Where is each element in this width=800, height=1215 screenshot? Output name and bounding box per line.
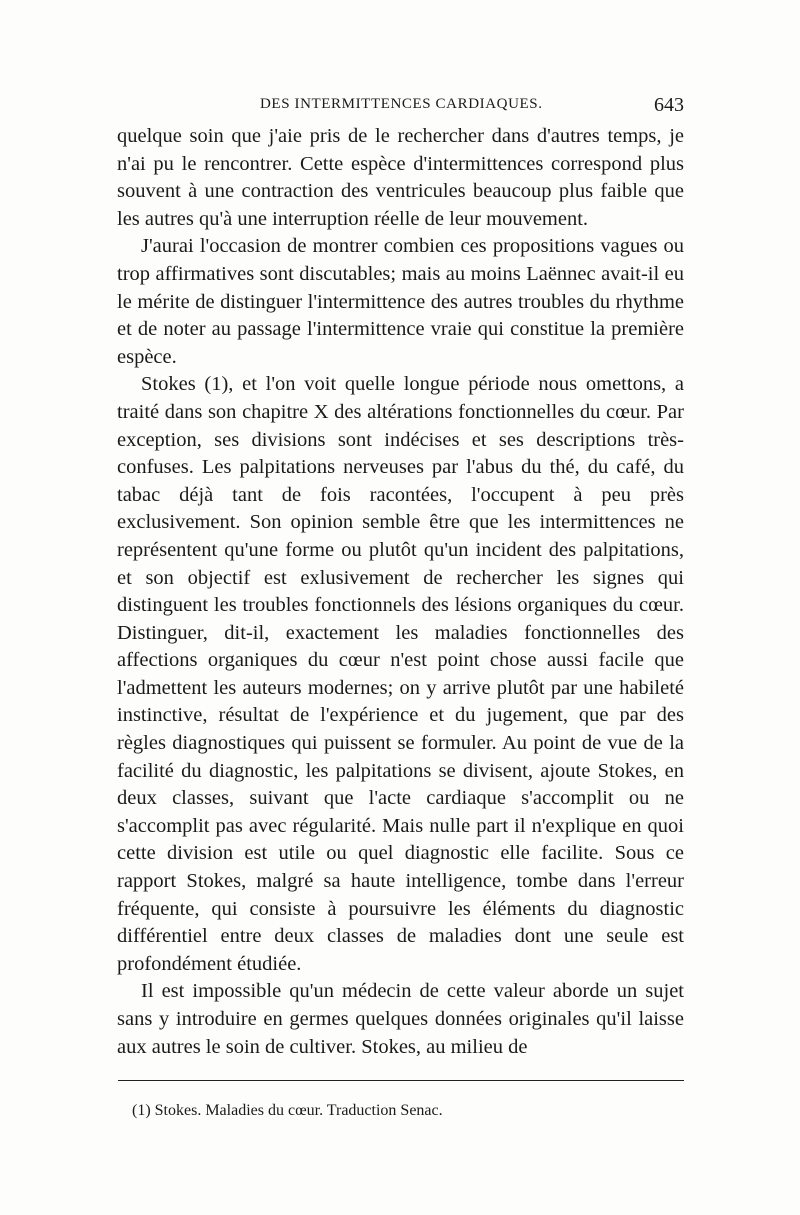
page-number: 643	[654, 94, 684, 116]
footnote-divider	[118, 1080, 684, 1081]
running-head	[118, 94, 684, 118]
paragraph-final: Il est impossible qu'un médecin de cette valeur aborde un sujet sans y introduire en germes quelques données originales qu'il laisse aux autres le soin de cultiver. Stokes, au milieu de	[117, 980, 684, 1058]
paragraph-stokes: Stokes (1), et l'on voit quelle longue période nous omettons, a traité dans son chapitre X des altérations fonctionnelles du cœur. Par exception, ses divisions sont indécises et ses descriptions très-confuses. Les palpitations nerveuses par l'abus du thé, du café, du tabac déjà tant de fois racontées, l'occupent à peu près exclusivement. Son opinion semble être que les intermittences ne représentent qu'une forme ou plutôt qu'un incident des palpitations, et son objectif est exlusivement de rechercher les signes qui distinguent les troubles fonctionnels des lésions organiques du cœur. Distinguer, dit-il, exactement les maladies fonctionnelles des affections organiques du cœur n'est point chose aussi facile que l'admettent les auteurs modernes; on y arrive plutôt par une habileté instinctive, résultat de l'expérience et du jugement, que par des règles diagnostiques qui puissent se formuler. Au point de vue de la facilité du diagnostic, les palpitations se divisent, ajoute Stokes, en deux classes, suivant que l'acte cardiaque s'accomplit ou ne s'accomplit pas avec régularité. Mais nulle part il n'explique en quoi cette division est utile ou quel diagnostic elle facilite. Sous ce rapport Stokes, malgré sa haute intelligence, tombe dans l'erreur fréquente, qui consiste à poursuivre les éléments du diagnostic différentiel entre deux classes de maladies dont une seule est profondément étudiée.	[117, 373, 684, 975]
paragraph-laennec: J'aurai l'occasion de montrer combien ces propositions vagues ou trop affirmatives sont discutables; mais au moins Laënnec avait-il eu le mérite de distinguer l'intermittence des autres troubles du rhythme et de noter au passage l'intermittence vraie qui constitue la première espèce.	[117, 235, 684, 368]
footnote: (1) Stokes. Maladies du cœur. Traduction Senac.	[132, 1102, 443, 1119]
paragraph-continuation: quelque soin que j'aie pris de le rechercher dans d'autres temps, je n'ai pu le rencontrer. Cette espèce d'intermittences correspond plus souvent à une contraction des ventricules beaucoup plus faible que les autres qu'à une interruption réelle de leur mouvement.	[117, 125, 684, 230]
body-text	[117, 123, 684, 1061]
running-title: DES INTERMITTENCES CARDIAQUES.	[260, 96, 543, 112]
